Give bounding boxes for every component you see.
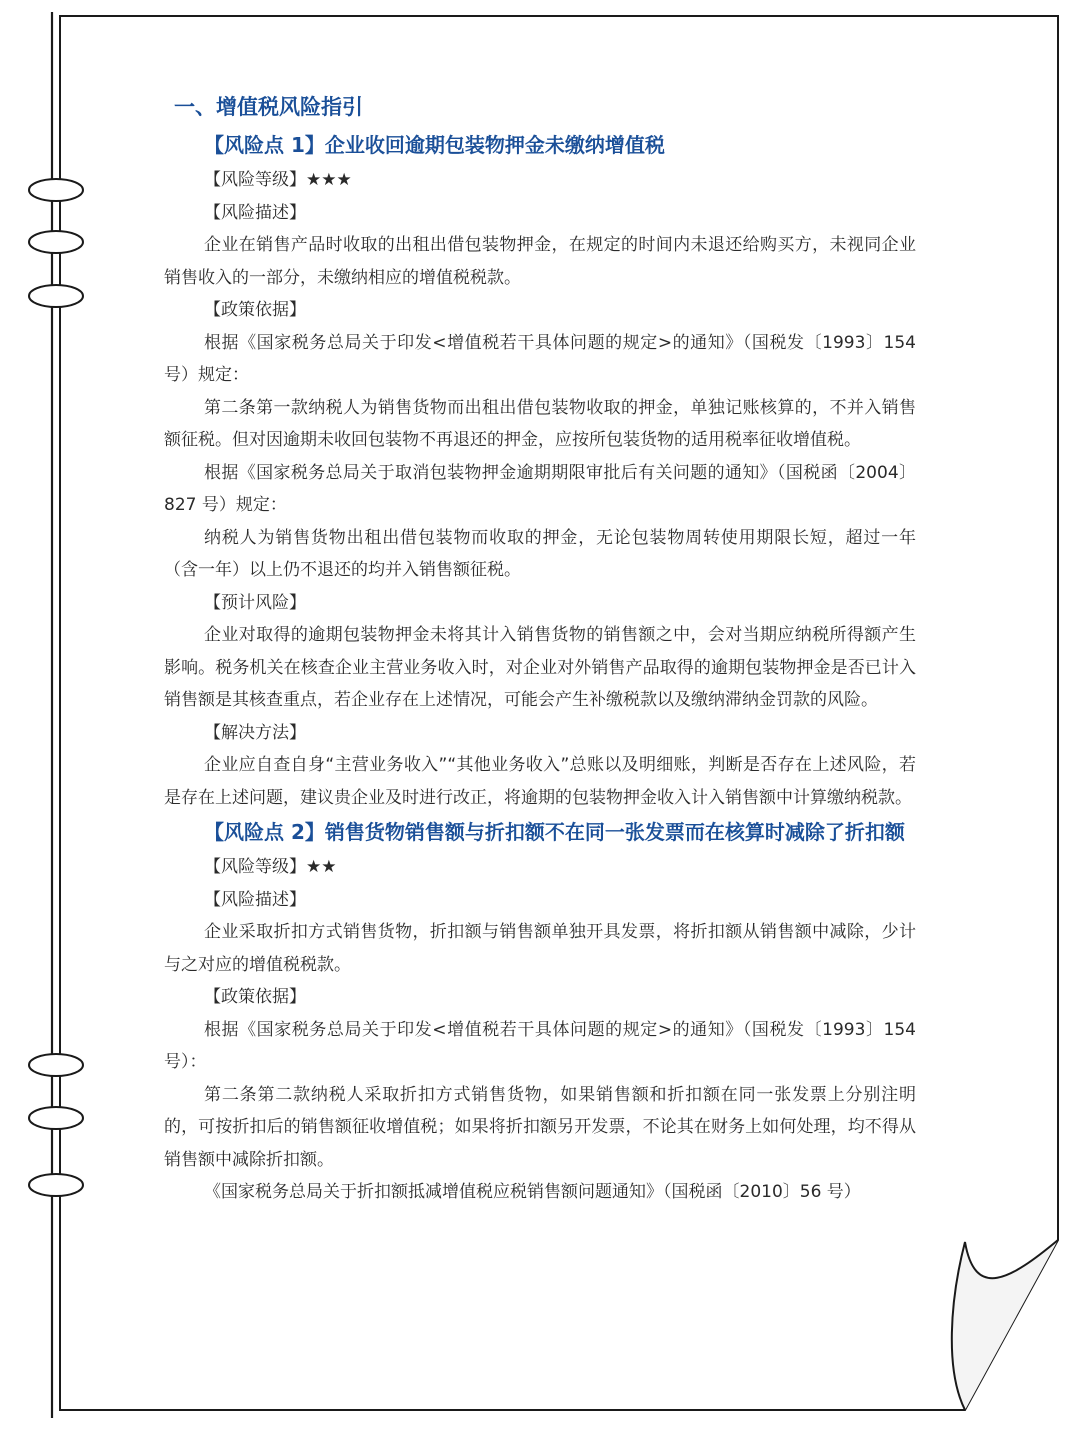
solution-text: 企业应自查自身“主营业务收入”“其他业务收入”总账以及明细账，判断是否存在上述风险，若是存在上述问题，建议贵企业及时进行改正，将逾期的包装物押金收入计入销售额中计算缴纳税款。: [164, 755, 916, 808]
binder-rings-top: [29, 179, 83, 307]
policy-basis-label: 【政策依据】: [204, 300, 306, 320]
binder-ring: [29, 179, 83, 201]
binder-ring: [29, 1054, 83, 1076]
risk-point-2-title: 【风险点 2】销售货物销售额与折扣额不在同一张发票而在核算时减除了折扣额: [204, 820, 905, 844]
risk-point-1-title: 【风险点 1】企业收回逾期包装物押金未缴纳增值税: [204, 133, 665, 157]
binder-ring: [29, 231, 83, 253]
policy-paragraph: 《国家税务总局关于折扣额抵减增值税应税销售额问题通知》（国税函〔2010〕56 号）: [204, 1182, 861, 1202]
document-body: [164, 88, 916, 1209]
risk-description-label: 【风险描述】: [204, 889, 306, 910]
expected-risk-text: 企业对取得的逾期包装物押金未将其计入销售货物的销售额之中，会对当期应纳税所得额产生影响。税务机关在核查企业主营业务收入时，对企业对外销售产品取得的逾期包装物押金是否已计入销售额是其核查重点，若企业存在上述情况，可能会产生补缴税款以及缴纳滞纳金罚款的风险。: [164, 625, 916, 710]
policy-paragraph: 根据《国家税务总局关于印发<增值税若干具体问题的规定>的通知》（国税发〔1993〕154 号）：: [164, 1019, 916, 1072]
policy-paragraph: 纳税人为销售货物出租出借包装物而收取的押金，无论包装物周转使用期限长短，超过一年（含一年）以上仍不退还的均并入销售额征税。: [164, 527, 916, 580]
solution-label: 【解决方法】: [204, 722, 306, 743]
risk-description-label: 【风险描述】: [204, 202, 306, 223]
risk-description-text: 企业在销售产品时收取的出租出借包装物押金，在规定的时间内未退还给购买方，未视同企业销售收入的一部分，未缴纳相应的增值税税款。: [164, 235, 916, 288]
binder-ring: [29, 1107, 83, 1129]
policy-paragraph: 第二条第一款纳税人为销售货物而出租出借包装物收取的押金，单独记账核算的，不并入销售额征税。但对因逾期未收回包装物不再退还的押金，应按所包装货物的适用税率征收增值税。: [164, 397, 916, 450]
risk-level-label: 【风险等级】★★: [204, 857, 337, 877]
risk-description-text: 企业采取折扣方式销售货物，折扣额与销售额单独开具发票，将折扣额从销售额中减除，少计与之对应的增值税税款。: [164, 922, 916, 975]
policy-paragraph: 根据《国家税务总局关于取消包装物押金逾期期限审批后有关问题的通知》（国税函〔2004〕827 号）规定：: [164, 462, 916, 515]
risk-level-label: 【风险等级】★★★: [204, 170, 352, 190]
binder-ring: [29, 1174, 83, 1196]
policy-paragraph: 第二条第二款纳税人采取折扣方式销售货物，如果销售额和折扣额在同一张发票上分别注明的，可按折扣后的销售额征收增值税；如果将折扣额另开发票，不论其在财务上如何处理，均不得从销售额中减除折扣额。: [164, 1084, 916, 1170]
section-title: 一、增值税风险指引: [174, 95, 363, 119]
binder-ring: [29, 285, 83, 307]
policy-paragraph: 根据《国家税务总局关于印发<增值税若干具体问题的规定>的通知》（国税发〔1993〕154 号）规定：: [164, 332, 916, 385]
policy-basis-label: 【政策依据】: [204, 987, 306, 1007]
expected-risk-label: 【预计风险】: [204, 592, 306, 613]
